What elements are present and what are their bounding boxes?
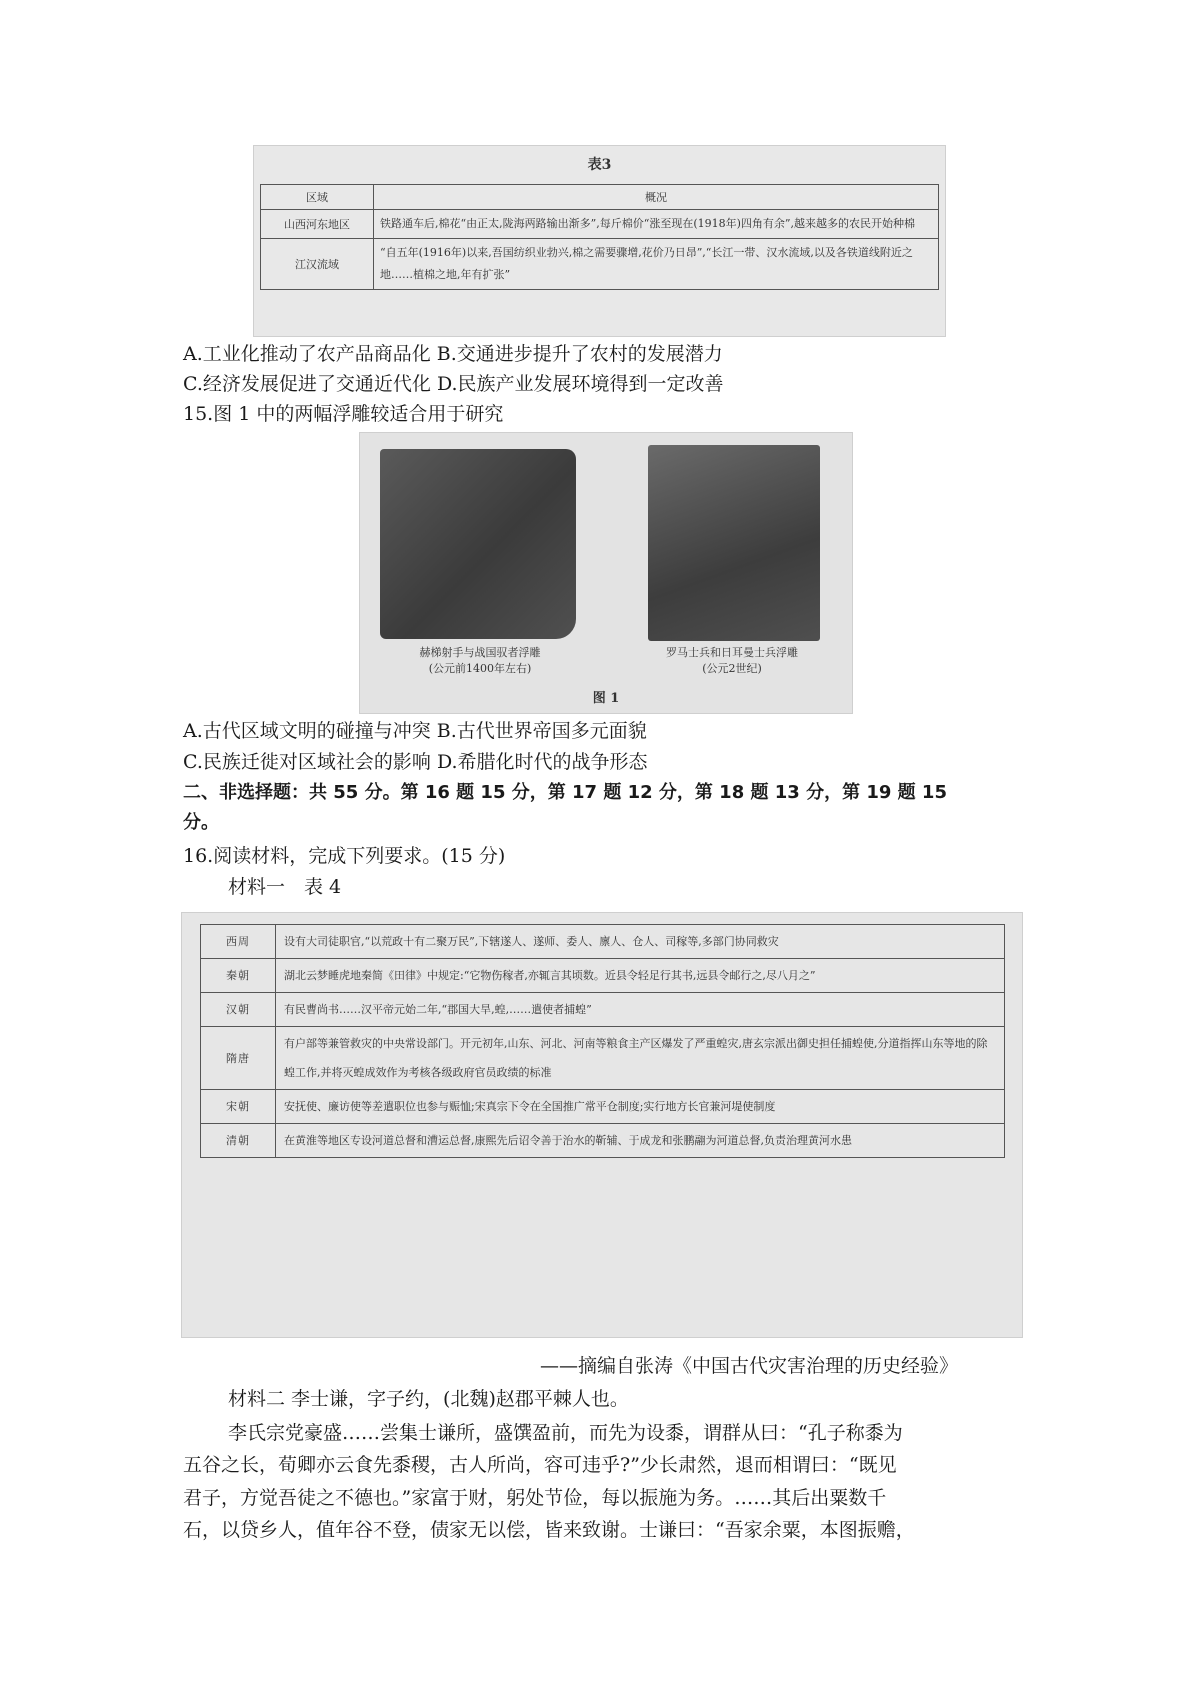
table-cell-desc: 在黄淮等地区专设河道总督和漕运总督,康熙先后诏令善于治水的靳辅、于成龙和张鹏翮为河道总督,负责治理黄河水患 [276, 1124, 1005, 1158]
material-2-line: 君子，方觉吾徒之不德也。”家富于财，躬处节俭，每以振施为务。……其后出粟数千 [183, 1487, 887, 1509]
caption-text: 赫梯射手与战国驭者浮雕 [419, 646, 541, 659]
table-row [201, 1124, 1005, 1158]
table-row [261, 210, 939, 239]
q15-option-line: C.民族迁徙对区域社会的影响 D.希腊化时代的战争形态 [183, 751, 648, 773]
material-2-line: 石，以贷乡人，值年谷不登，债家无以偿，皆来致谢。士谦曰：“吾家余粟，本图振赡， [183, 1519, 915, 1541]
figure-caption-left [370, 645, 590, 677]
q14-option-line: C.经济发展促进了交通近代化 D.民族产业发展环境得到一定改善 [183, 373, 724, 395]
material-2-line: 李氏宗党豪盛……尝集士谦所，盛馔盈前，而先为设黍，谓群从曰：“孔子称黍为 [228, 1422, 903, 1444]
table-cell-dynasty: 汉朝 [201, 993, 276, 1027]
table-4 [200, 924, 1005, 1158]
figure-1-image [359, 432, 853, 714]
table-row [201, 925, 1005, 959]
table-3 [260, 184, 939, 290]
table-row [201, 959, 1005, 993]
table-4-image [181, 912, 1023, 1338]
table-cell-desc: 湖北云梦睡虎地秦简《田律》中规定:“它物伤稼者,亦辄言其顷数。近县令轻足行其书,远县令邮行之,尽八月之” [276, 959, 1005, 993]
table-cell-desc: 安抚使、廉访使等差遣职位也参与赈恤;宋真宗下令在全国推广常平仓制度;实行地方长官兼河堤使制度 [276, 1090, 1005, 1124]
material-1-label: 材料一 表 4 [228, 876, 342, 898]
table-cell-desc: 有户部等兼管救灾的中央常设部门。开元初年,山东、河北、河南等粮食主产区爆发了严重蝗灾,唐玄宗派出御史担任捕蝗使,分道指挥山东等地的除蝗工作,并将灭蝗成效作为考核各级政府官员政绩的标准 [276, 1027, 1005, 1090]
section-2-heading-cont: 分。 [183, 812, 219, 833]
table-header: 区域 [261, 185, 374, 210]
table-row [201, 1090, 1005, 1124]
relief-roman-image [648, 445, 820, 641]
table-cell-dynasty: 秦朝 [201, 959, 276, 993]
table-cell-region: 山西河东地区 [261, 210, 374, 239]
material-1-source: ——摘编自张涛《中国古代灾害治理的历史经验》 [540, 1355, 959, 1377]
caption-text: (公元前1400年左右) [428, 662, 532, 675]
q15-stem: 15.图 1 中的两幅浮雕较适合用于研究 [183, 403, 504, 425]
figure-caption-right [622, 645, 842, 677]
table-row [261, 239, 939, 290]
material-2-line: 材料二 李士谦，字子约，(北魏)赵郡平棘人也。 [228, 1388, 629, 1410]
section-2-heading: 二、非选择题：共 55 分。第 16 题 15 分，第 17 题 12 分，第 18 题 13 分，第 19 题 15 [183, 782, 947, 803]
table-cell-dynasty: 西周 [201, 925, 276, 959]
table-cell-dynasty: 宋朝 [201, 1090, 276, 1124]
table-3-image [253, 145, 946, 337]
caption-text: (公元2世纪) [702, 662, 762, 675]
figure-label: 图 1 [592, 691, 620, 706]
table-cell-desc: 有民曹尚书……汉平帝元始二年,“郡国大旱,蝗,……遣使者捕蝗” [276, 993, 1005, 1027]
q16-stem: 16.阅读材料，完成下列要求。(15 分) [183, 845, 506, 867]
table-cell-desc: “自五年(1916年)以来,吾国纺织业勃兴,棉之需要骤增,花价乃日昂”,“长江一带、汉水流域,以及各铁道线附近之地……植棉之地,年有扩张” [374, 239, 939, 290]
table-cell-dynasty: 隋唐 [201, 1027, 276, 1090]
table-cell-dynasty: 清朝 [201, 1124, 276, 1158]
relief-hittite-image [380, 449, 576, 639]
table-3-caption: 表3 [587, 157, 612, 173]
table-header: 概况 [374, 185, 939, 210]
q14-option-line: A.工业化推动了农产品商品化 B.交通进步提升了农村的发展潜力 [183, 343, 723, 365]
table-cell-desc: 设有大司徒职官,“以荒政十有二聚万民”,下辖遂人、遂师、委人、廪人、仓人、司稼等,多部门协同救灾 [276, 925, 1005, 959]
q15-option-line: A.古代区域文明的碰撞与冲突 B.古代世界帝国多元面貌 [183, 720, 647, 742]
table-row [201, 1027, 1005, 1090]
table-cell-region: 江汉流域 [261, 239, 374, 290]
table-row [201, 993, 1005, 1027]
table-cell-desc: 铁路通车后,棉花“由正太,陇海两路输出渐多”,每斤棉价“涨至现在(1918年)四角有余”,越来越多的农民开始种棉 [374, 210, 939, 239]
material-2-line: 五谷之长，荀卿亦云食先黍稷，古人所尚，容可违乎?”少长肃然，退而相谓曰：“既见 [183, 1454, 897, 1476]
caption-text: 罗马士兵和日耳曼士兵浮雕 [666, 646, 798, 659]
